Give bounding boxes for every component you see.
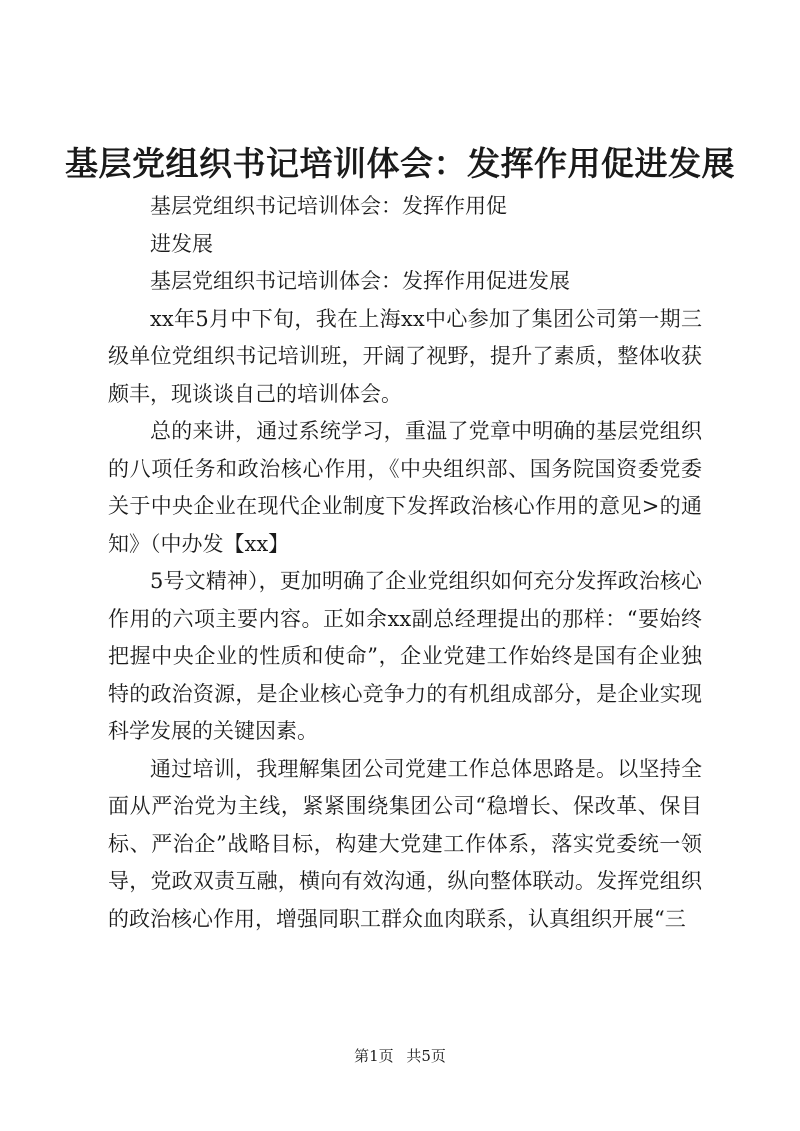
page-footer xyxy=(0,1045,800,1066)
paragraph: 5号文精神），更加明确了企业党组织如何充分发挥政治核心作用的六项主要内容。正如余xx副总经理提出的那样：“要始终把握中央企业的性质和使命”，企业党建工作始终是国有企业独特的政治资源，是企业核心竞争力的有机组成部分，是企业实现科学发展的关键因素。 xyxy=(108,569,702,743)
paragraph: 总的来讲，通过系统学习，重温了党章中明确的基层党组织的八项任务和政治核心作用，《中央组织部、国务院国资委党委关于中央企业在现代企业制度下发挥政治核心作用的意见>的通知》（中办发【xx】 xyxy=(108,419,702,556)
paragraph: 基层党组织书记培训体会：发挥作用促 xyxy=(150,194,507,218)
page-total: 共5页 xyxy=(406,1047,446,1065)
page-number: 第1页 xyxy=(354,1047,394,1065)
paragraph: 基层党组织书记培训体会：发挥作用促进发展 xyxy=(150,269,570,293)
paragraph: xx年5月中下旬，我在上海xx中心参加了集团公司第一期三级单位党组织书记培训班，开阔了视野，提升了素质，整体收获颇丰，现谈谈自己的培训体会。 xyxy=(108,306,702,406)
document-title: 基层党组织书记培训体会：发挥作用促进发展 xyxy=(65,144,735,183)
paragraph: 通过培训，我理解集团公司党建工作总体思路是。以坚持全面从严治党为主线，紧紧围绕集团公司“稳增长、保改革、保目标、严治企”战略目标，构建大党建工作体系，落实党委统一领导，党政双责互融，横向有效沟通，纵向整体联动。发挥党组织的政治核心作用，增强同职工群众血肉联系，认真组织开展“三 xyxy=(108,756,702,931)
document-body xyxy=(108,188,702,938)
paragraph: 进发展 xyxy=(150,231,213,256)
